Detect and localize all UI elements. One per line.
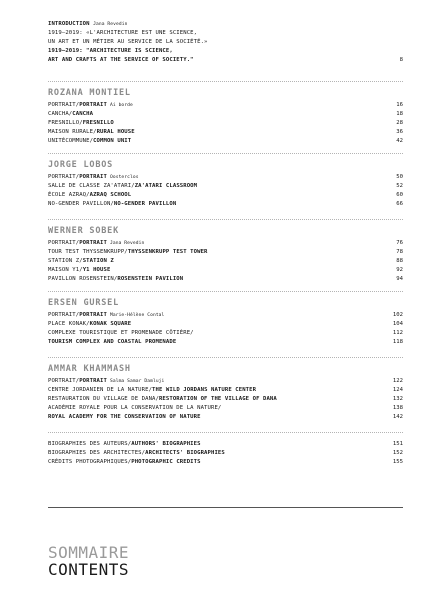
entry-title-fr: FRESNILLO/	[48, 120, 83, 126]
entry-author: Oosterclos	[109, 175, 139, 180]
entry-title-en: PORTRAIT	[79, 174, 107, 180]
entry-title-en: PORTRAIT	[79, 240, 107, 246]
entry-title-en: THE WILD JORDANS NATURE CENTER	[152, 387, 257, 393]
toc-entry	[48, 320, 378, 329]
page-number: 88	[396, 258, 403, 264]
toc-entry	[48, 329, 378, 338]
toc-entry	[48, 182, 378, 191]
entry-title-fr: BIOGRAPHIES DES AUTEURS/	[48, 441, 132, 447]
entry-title-en: NO-GENDER PAVILLON	[113, 201, 177, 207]
contents-title	[48, 544, 129, 578]
section-divider	[48, 291, 403, 292]
entry-title-en: RESTORATION OF THE VILLAGE OF DANA	[158, 396, 277, 402]
page-number: 94	[396, 276, 403, 282]
page-number: 112	[392, 330, 403, 336]
entry-title-fr: NO-GENDER PAVILLON/	[48, 201, 114, 207]
entry-title-fr: PORTRAIT/	[48, 240, 80, 246]
toc-entry	[48, 110, 378, 119]
section-heading: ROZANA MONTIEL	[48, 88, 131, 98]
section-heading: AMMAR KHAMMASH	[48, 364, 131, 374]
section-divider	[48, 357, 403, 358]
toc-entry	[48, 449, 378, 458]
page-number: 28	[396, 120, 403, 126]
page-number: 102	[392, 312, 403, 318]
entry-title-en: PORTRAIT	[79, 378, 107, 384]
entry-title-fr: TOUR TEST THYSSENKRUPP/	[48, 249, 128, 255]
intro-label: INTRODUCTION	[48, 21, 90, 27]
page-number: 132	[392, 396, 403, 402]
section-divider	[48, 432, 403, 433]
entry-title-en: RURAL HOUSE	[96, 129, 135, 135]
page-number: 155	[392, 459, 403, 465]
entry-title-fr: COMPLEXE TOURISTIQUE ET PROMENADE CÔTIÈRE/	[48, 330, 194, 336]
page-number: 78	[396, 249, 403, 255]
section-heading: WERNER SOBEK	[48, 226, 120, 236]
entry-title-fr: BIOGRAPHIES DES ARCHITECTES/	[48, 450, 146, 456]
page-number: 16	[396, 102, 403, 108]
entry-title-fr: PAVILLON ROSENSTEIN/	[48, 276, 118, 282]
entry-title-fr: PORTRAIT/	[48, 102, 80, 108]
entry-title-fr: CENTRE JORDANIEN DE LA NATURE/	[48, 387, 153, 393]
intro-line: ART AND CRAFTS AT THE SERVICE OF SOCIETY."	[48, 57, 194, 63]
page-number: 60	[396, 192, 403, 198]
entry-title-en: STATION Z	[82, 258, 114, 264]
toc-entry	[48, 386, 378, 395]
entry-author: Ai borde	[109, 103, 133, 108]
toc-entry	[48, 458, 378, 467]
page-number: 104	[392, 321, 403, 327]
entry-title-en: COMMON UNIT	[93, 138, 132, 144]
entry-title-en: ROYAL ACADEMY FOR THE CONSERVATION OF NATURE	[48, 414, 201, 420]
toc-entry	[48, 404, 378, 413]
toc-entry	[48, 137, 378, 146]
entry-title-fr: SALLE DE CLASSE ZA'ATARI/	[48, 183, 135, 189]
entry-author: Marie-Hélène Contal	[109, 313, 165, 318]
entry-title-fr: PORTRAIT/	[48, 378, 80, 384]
page-number: 92	[396, 267, 403, 273]
section-heading: JORGE LOBOS	[48, 160, 114, 170]
page-number: 122	[392, 378, 403, 384]
entry-title-fr: UNITÉCOMMUNE/	[48, 138, 94, 144]
entry-title-en: PORTRAIT	[79, 312, 107, 318]
page-number: 36	[396, 129, 403, 135]
entry-title-en: AUTHORS' BIOGRAPHIES	[131, 441, 201, 447]
toc-entry	[48, 338, 378, 347]
page-number: 8	[399, 57, 403, 63]
page-number: 76	[396, 240, 403, 246]
toc-entry	[48, 440, 378, 449]
toc-entry	[48, 248, 378, 257]
toc-entry	[48, 413, 378, 422]
page-number: 151	[392, 441, 403, 447]
toc-entry	[48, 257, 378, 266]
title-french: SOMMAIRE	[48, 543, 130, 562]
entry-title-en: FRESNILLO	[82, 120, 114, 126]
toc-entry	[48, 266, 378, 275]
entry-title-fr: MAISON Y1/	[48, 267, 83, 273]
page-number: 138	[392, 405, 403, 411]
page-number: 118	[392, 339, 403, 345]
toc-entry	[48, 200, 378, 209]
section-heading: ERSEN GURSEL	[48, 298, 120, 308]
page-number: 142	[392, 414, 403, 420]
intro-line: 1919–2019: «L'ARCHITECTURE EST UNE SCIENCE,	[48, 30, 198, 36]
entry-title-en: CANCHA	[72, 111, 94, 117]
entry-title-en: TOURISM COMPLEX AND COASTAL PROMENADE	[48, 339, 177, 345]
entry-title-fr: STATION Z/	[48, 258, 83, 264]
entry-title-en: ARCHITECTS' BIOGRAPHIES	[145, 450, 225, 456]
entry-title-fr: RESTAURATION DU VILLAGE DE DANA/	[48, 396, 159, 402]
entry-title-en: THYSSENKRUPP TEST TOWER	[127, 249, 208, 255]
intro-line: UN ART ET UN MÉTIER AU SERVICE DE LA SOCIÉTÉ.»	[48, 39, 208, 45]
entry-title-fr: MAISON RURALE/	[48, 129, 97, 135]
entry-title-en: PHOTOGRAPHIC CREDITS	[131, 459, 201, 465]
entry-title-fr: ACADÉMIE ROYALE POUR LA CONSERVATION DE LA NATURE/	[48, 405, 222, 411]
intro-author: Jana Revedin	[93, 22, 128, 27]
toc-entry	[48, 119, 378, 128]
toc-entry	[48, 191, 378, 200]
section-divider	[48, 81, 403, 82]
entry-title-fr: ÉCOLE AZRAQ/	[48, 192, 90, 198]
entry-title-en: AZRAQ SCHOOL	[89, 192, 132, 198]
entry-title-fr: PORTRAIT/	[48, 312, 80, 318]
page-number: 52	[396, 183, 403, 189]
page-number: 152	[392, 450, 403, 456]
entry-title-fr: CANCHA/	[48, 111, 73, 117]
toc-entry	[48, 395, 378, 404]
page-number: 124	[392, 387, 403, 393]
entry-title-fr: CRÉDITS PHOTOGRAPHIQUES/	[48, 459, 132, 465]
section-divider	[48, 219, 403, 220]
title-english: CONTENTS	[48, 560, 130, 579]
entry-author: Salma Samar Damluji	[109, 379, 165, 384]
footer-rule	[48, 507, 403, 508]
entry-title-en: ZA'ATARI CLASSROOM	[134, 183, 198, 189]
page-number: 18	[396, 111, 403, 117]
entry-author: Jana Revedin	[109, 241, 145, 246]
entry-title-fr: PLACE KONAK/	[48, 321, 90, 327]
entry-title-en: KONAK SQUARE	[89, 321, 132, 327]
entry-title-en: Y1 HOUSE	[82, 267, 111, 273]
page-number: 50	[396, 174, 403, 180]
entry-title-en: ROSENSTEIN PAVILION	[117, 276, 184, 282]
entry-title-fr: PORTRAIT/	[48, 174, 80, 180]
page-number: 66	[396, 201, 403, 207]
page-number: 42	[396, 138, 403, 144]
section-divider	[48, 153, 403, 154]
toc-entry	[48, 275, 378, 284]
toc-entry	[48, 128, 378, 137]
entry-title-en: PORTRAIT	[79, 102, 107, 108]
intro-line: 1919–2019: "ARCHITECTURE IS SCIENCE,	[48, 48, 173, 54]
